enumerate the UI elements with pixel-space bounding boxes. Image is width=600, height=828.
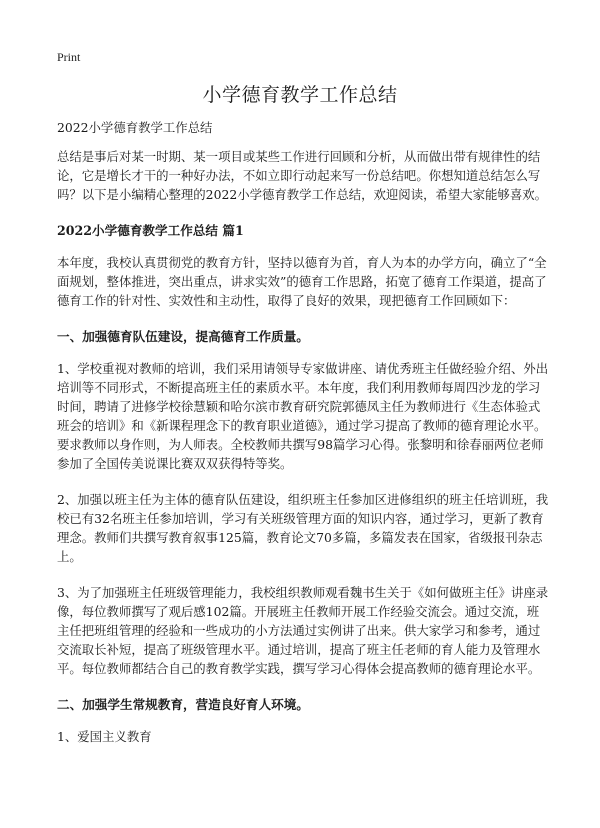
section-title: 2022小学德育教学工作总结 篇1 bbox=[57, 223, 244, 238]
paragraph-training: 1、学校重视对教师的培训，我们采用请领导专家做讲座、请优秀班主任做经验介绍、外出培训等不同形式，不断提高班主任的素质水平。本年度，我们利用教师每周四沙龙的学习时间，聘请了进修学校徐慧颖和哈尔滨市教育研究院郭德凤主任为教师进行《生态体验式班会的培训》和《新课程理念下的教育职业道德》，通过学习提高了教师的德育理论水平。要求教师以身作则，为人师表。全校教师共撰写98篇学习心得。张黎明和徐春丽两位老师参加了全国传美说课比赛双双获得特等奖。 bbox=[57, 361, 549, 471]
intro-paragraph: 总结是事后对某一时期、某一项目或某些工作进行回顾和分析，从而做出带有规律性的结论，它是增长才干的一种好办法，不如立即行动起来写一份总结吧。你想知道总结怎么写吗？以下是小编精心整理的2022小学德育教学工作总结，欢迎阅读，希望大家能够喜欢。 bbox=[57, 149, 547, 202]
page-title: 小学德育教学工作总结 bbox=[202, 84, 398, 106]
document-subtitle: 2022小学德育教学工作总结 bbox=[57, 120, 213, 135]
print-link[interactable]: Print bbox=[57, 50, 81, 64]
paragraph-headteacher-team: 2、加强以班主任为主体的德育队伍建设，组织班主任参加区进修组织的班主任培训班，我校已有32名班主任参加培训，学习有关班级管理方面的知识内容，通过学习，更新了教育理念。教师们共撰写教育叙事125篇，教育论文70多篇，多篇发表在国家，省级报刊杂志上。 bbox=[57, 492, 549, 564]
heading-teacher-team: 一、加强德育队伍建设，提高德育工作质量。 bbox=[57, 329, 309, 344]
document-body bbox=[57, 118, 549, 746]
paragraph-patriotism: 1、爱国主义教育 bbox=[57, 729, 152, 744]
heading-student-education: 二、加强学生常规教育，营造良好育人环境。 bbox=[57, 697, 309, 712]
paragraph-class-management: 3、为了加强班主任班级管理能力，我校组织教师观看魏书生关于《如何做班主任》讲座录像，每位教师撰写了观后感102篇。开展班主任教师开展工作经验交流会。通过交流，班主任把班组管理的经验和一些成功的小方法通过实例讲了出来。供大家学习和参考，通过交流取长补短，提高了班级管理水平。通过培训，提高了班主任老师的育人能力及管理水平。每位教师都结合自己的教育教学实践，撰写学习心得体会提高教师的德育理论水平。 bbox=[57, 585, 549, 676]
opening-paragraph: 本年度，我校认真贯彻党的教育方针，坚持以德育为首，育人为本的办学方向，确立了“全面规划，整体推进，突出重点，讲求实效”的德育工作思路，拓宽了德育工作渠道，提高了德育工作的针对性、实效性和主动性，取得了良好的效果，现把德育工作回顾如下： bbox=[57, 255, 547, 308]
